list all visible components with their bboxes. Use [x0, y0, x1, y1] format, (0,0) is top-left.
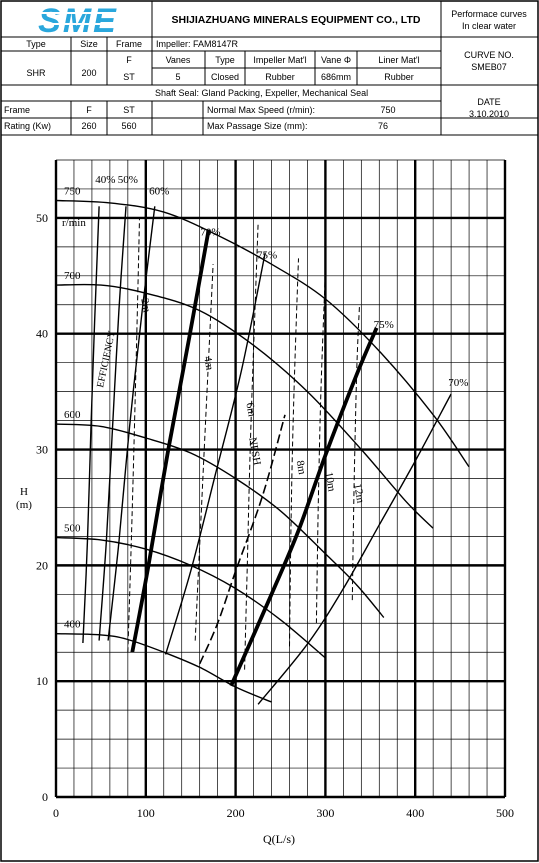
fr-st-value: 560	[121, 121, 137, 131]
curve-no-label: CURVE NO.	[464, 50, 514, 60]
x-tick-label: 500	[496, 806, 514, 820]
impmat-label: Impeller Mat'l	[253, 55, 307, 65]
vane-dia-value: 686mm	[320, 72, 352, 82]
speed-label-700: 700	[64, 270, 81, 283]
fr-st-label: ST	[123, 105, 135, 115]
x-tick-label: 100	[136, 806, 155, 820]
efficiency-label: 40%	[95, 174, 116, 187]
y-tick-label: 30	[36, 442, 48, 457]
efficiency-label: 70%	[200, 226, 221, 239]
max-passage-label: Max Passage Size (mm):	[207, 121, 308, 131]
size-label: Size	[80, 39, 98, 49]
company-name: SHIJIAZHUANG MINERALS EQUIPMENT CO., LTD	[171, 14, 421, 26]
y-tick-label: 40	[36, 326, 48, 341]
fr-f-value: 260	[81, 121, 97, 131]
x-axis-label: Q(L/s)	[263, 832, 295, 846]
vanes-value: 5	[175, 72, 181, 82]
x-tick-label: 300	[316, 806, 335, 820]
fr-f-label: F	[86, 105, 92, 115]
efficiency-label: 70%	[448, 376, 469, 389]
date-value: 3.10.2010	[468, 109, 510, 119]
liner-label: Liner Mat'l	[378, 55, 420, 65]
frame-f: F	[126, 55, 132, 65]
liner-value: Rubber	[384, 72, 414, 82]
speed-label-750: 750	[64, 185, 81, 198]
frame-label: Frame	[115, 39, 143, 49]
date-label: DATE	[477, 97, 501, 107]
speed-label-500: 500	[64, 522, 81, 535]
x-tick-label: 200	[226, 806, 245, 820]
imptype-label: Type	[215, 55, 235, 65]
efficiency-label: 60%	[149, 185, 170, 198]
impmat-value: Rubber	[265, 72, 295, 82]
y-axis-label-h: H	[20, 486, 28, 498]
perf-line-2: In clear water	[461, 21, 517, 31]
speed-label-400: 400	[64, 618, 81, 631]
y-tick-label: 0	[42, 790, 48, 804]
npsh-label: 2m	[138, 297, 153, 314]
y-tick-label: 20	[36, 558, 48, 573]
vanes-label: Vanes	[165, 55, 191, 65]
logo-text: SME	[38, 2, 118, 40]
y-tick-label: 10	[36, 674, 48, 689]
y-tick-label: 50	[36, 210, 48, 225]
imptype-value: Closed	[210, 72, 240, 82]
size-value: 200	[81, 68, 97, 78]
efficiency-label: 75%	[256, 249, 278, 262]
max-speed-value: 750	[380, 105, 396, 115]
x-tick-label: 400	[406, 806, 425, 820]
npsh-label: 12m	[351, 482, 367, 505]
npsh-label: NPSH	[246, 436, 263, 467]
efficiency-label: EFFICIENCY	[95, 329, 118, 389]
npsh-label: 8m	[293, 459, 308, 476]
vane-dia-label: Vane Φ	[320, 55, 352, 65]
npsh-label: 4m	[201, 355, 216, 372]
frame-rating-label-2: Rating (Kw)	[4, 121, 52, 131]
efficiency-label: 75%	[373, 318, 394, 331]
shaft-seal: Shaft Seal: Gland Packing, Expeller, Mechanical Seal	[155, 88, 369, 98]
perf-line-1: Performace curves	[451, 9, 527, 19]
max-passage-value: 76	[377, 121, 389, 131]
x-tick-label: 0	[53, 806, 59, 820]
max-speed-label: Normal Max Speed (r/min):	[207, 105, 316, 115]
npsh-label: 10m	[322, 471, 338, 493]
type-value: SHR	[26, 68, 46, 78]
type-label: Type	[26, 39, 46, 49]
speed-unit-label: r/min	[62, 217, 86, 229]
frame-rating-label-1: Frame	[4, 105, 31, 115]
npsh-label: 6m	[243, 401, 258, 418]
impeller-label: Impeller: FAM8147R	[156, 39, 239, 49]
efficiency-label: 50%	[117, 174, 138, 187]
curve-no-value: SMEB07	[471, 62, 507, 72]
sme-logo	[3, 2, 150, 40]
speed-label-600: 600	[64, 409, 81, 422]
y-axis-label-unit: (m)	[16, 499, 32, 511]
frame-st: ST	[123, 72, 135, 82]
